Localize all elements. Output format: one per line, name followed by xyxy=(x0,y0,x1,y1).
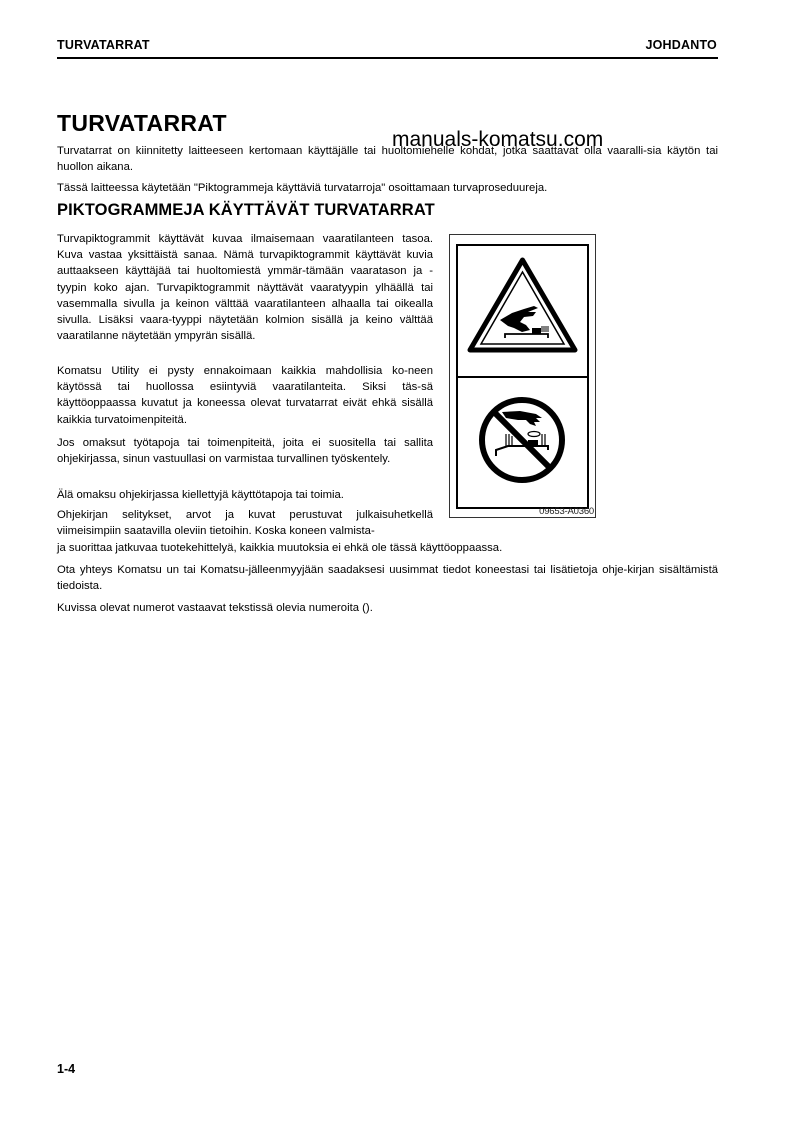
running-header-section: TURVATARRAT xyxy=(57,38,150,52)
safety-label-frame xyxy=(456,244,589,509)
paragraph-info-basis: Ohjekirjan selitykset, arvot ja kuvat perustuvat julkaisuhetkellä viimeisimpiin saatavilla oleviin tietoihin. Koska koneen valmista- xyxy=(57,509,433,538)
warning-triangle-hand-crush-icon xyxy=(458,246,587,376)
figure-code: 09653-A0360 xyxy=(539,506,594,517)
paragraph-limitations: Komatsu Utility ei pysty ennakoimaan kaikkia mahdollisia ko-neen käytössä tai huollossa esiintyviä vaaratilanteita. Siksi täs-sä käyttöoppaassa kuvatut ja koneessa olevat turvatarrat eivät ehkä sisällä kaikkia turvatoimenpiteitä. xyxy=(57,365,433,426)
section-heading: PIKTOGRAMMEJA KÄYTTÄVÄT TURVATARRAT xyxy=(57,201,435,219)
page-title: TURVATARRAT xyxy=(57,110,227,136)
paragraph-numbers: Kuvissa olevat numerot vastaavat tekstissä olevia numeroita (). xyxy=(57,602,373,614)
running-header-chapter: JOHDANTO xyxy=(645,38,717,52)
intro-paragraph-2: Tässä laitteessa käytetään "Piktogrammeja käyttäviä turvatarroja" osoittamaan turvaproseduureja. xyxy=(57,182,548,194)
safety-label-figure xyxy=(449,234,596,518)
paragraph-info-continued: ja suorittaa jatkuvaa tuotekehittelyä, kaikkia muutoksia ei ehkä ole tässä käyttöoppaassa. xyxy=(57,542,503,554)
intro-paragraph-1: Turvatarrat on kiinnitetty laitteeseen kertomaan käyttäjälle tai huoltomiehelle kohdat, jotka saattavat olla vaaralli-sia käytön tai huollon aikana. xyxy=(57,145,718,174)
paragraph-pictograms: Turvapiktogrammit käyttävät kuvaa ilmaisemaan vaaratilanteen tasoa. Kuva vastaa yksittäistä sanaa. Nämä turvapiktogrammit käyttävät kuvia auttaakseen käyttäjää tai huoltomiestä ymmär-tämään vaaratason ja -tyypin koko ajan. Turvapiktogrammit näyttävät vaaratyypin ylhäällä tai vasemmalla sivulla ja keinon välttää vaaratilanteen alhaalla tai oikealla sivulla. Lisäksi vaara-tyyppi näytetään kolmion sisällä ja keino välttää vaaratilanne näytetään ympyrän sisällä. xyxy=(57,233,433,343)
page-number: 1-4 xyxy=(57,1062,76,1076)
paragraph-prohibited: Älä omaksu ohjekirjassa kiellettyjä käyttötapoja tai toimia. xyxy=(57,489,344,501)
watermark: manuals-komatsu.com xyxy=(392,128,604,151)
paragraph-contact: Ota yhteys Komatsu un tai Komatsu-jälleenmyyjään saadaksesi uusimmat tiedot koneestasi tai lisätietoja ohje-kirjan sisältämistä tiedoista. xyxy=(57,564,718,593)
header-rule xyxy=(57,57,718,59)
prohibition-circle-hand-icon xyxy=(458,378,587,507)
paragraph-responsibility: Jos omaksut työtapoja tai toimenpiteitä, joita ei suositella tai sallita ohjekirjassa, sinun vastuullasi on varmistaa turvallinen työskentely. xyxy=(57,437,433,466)
